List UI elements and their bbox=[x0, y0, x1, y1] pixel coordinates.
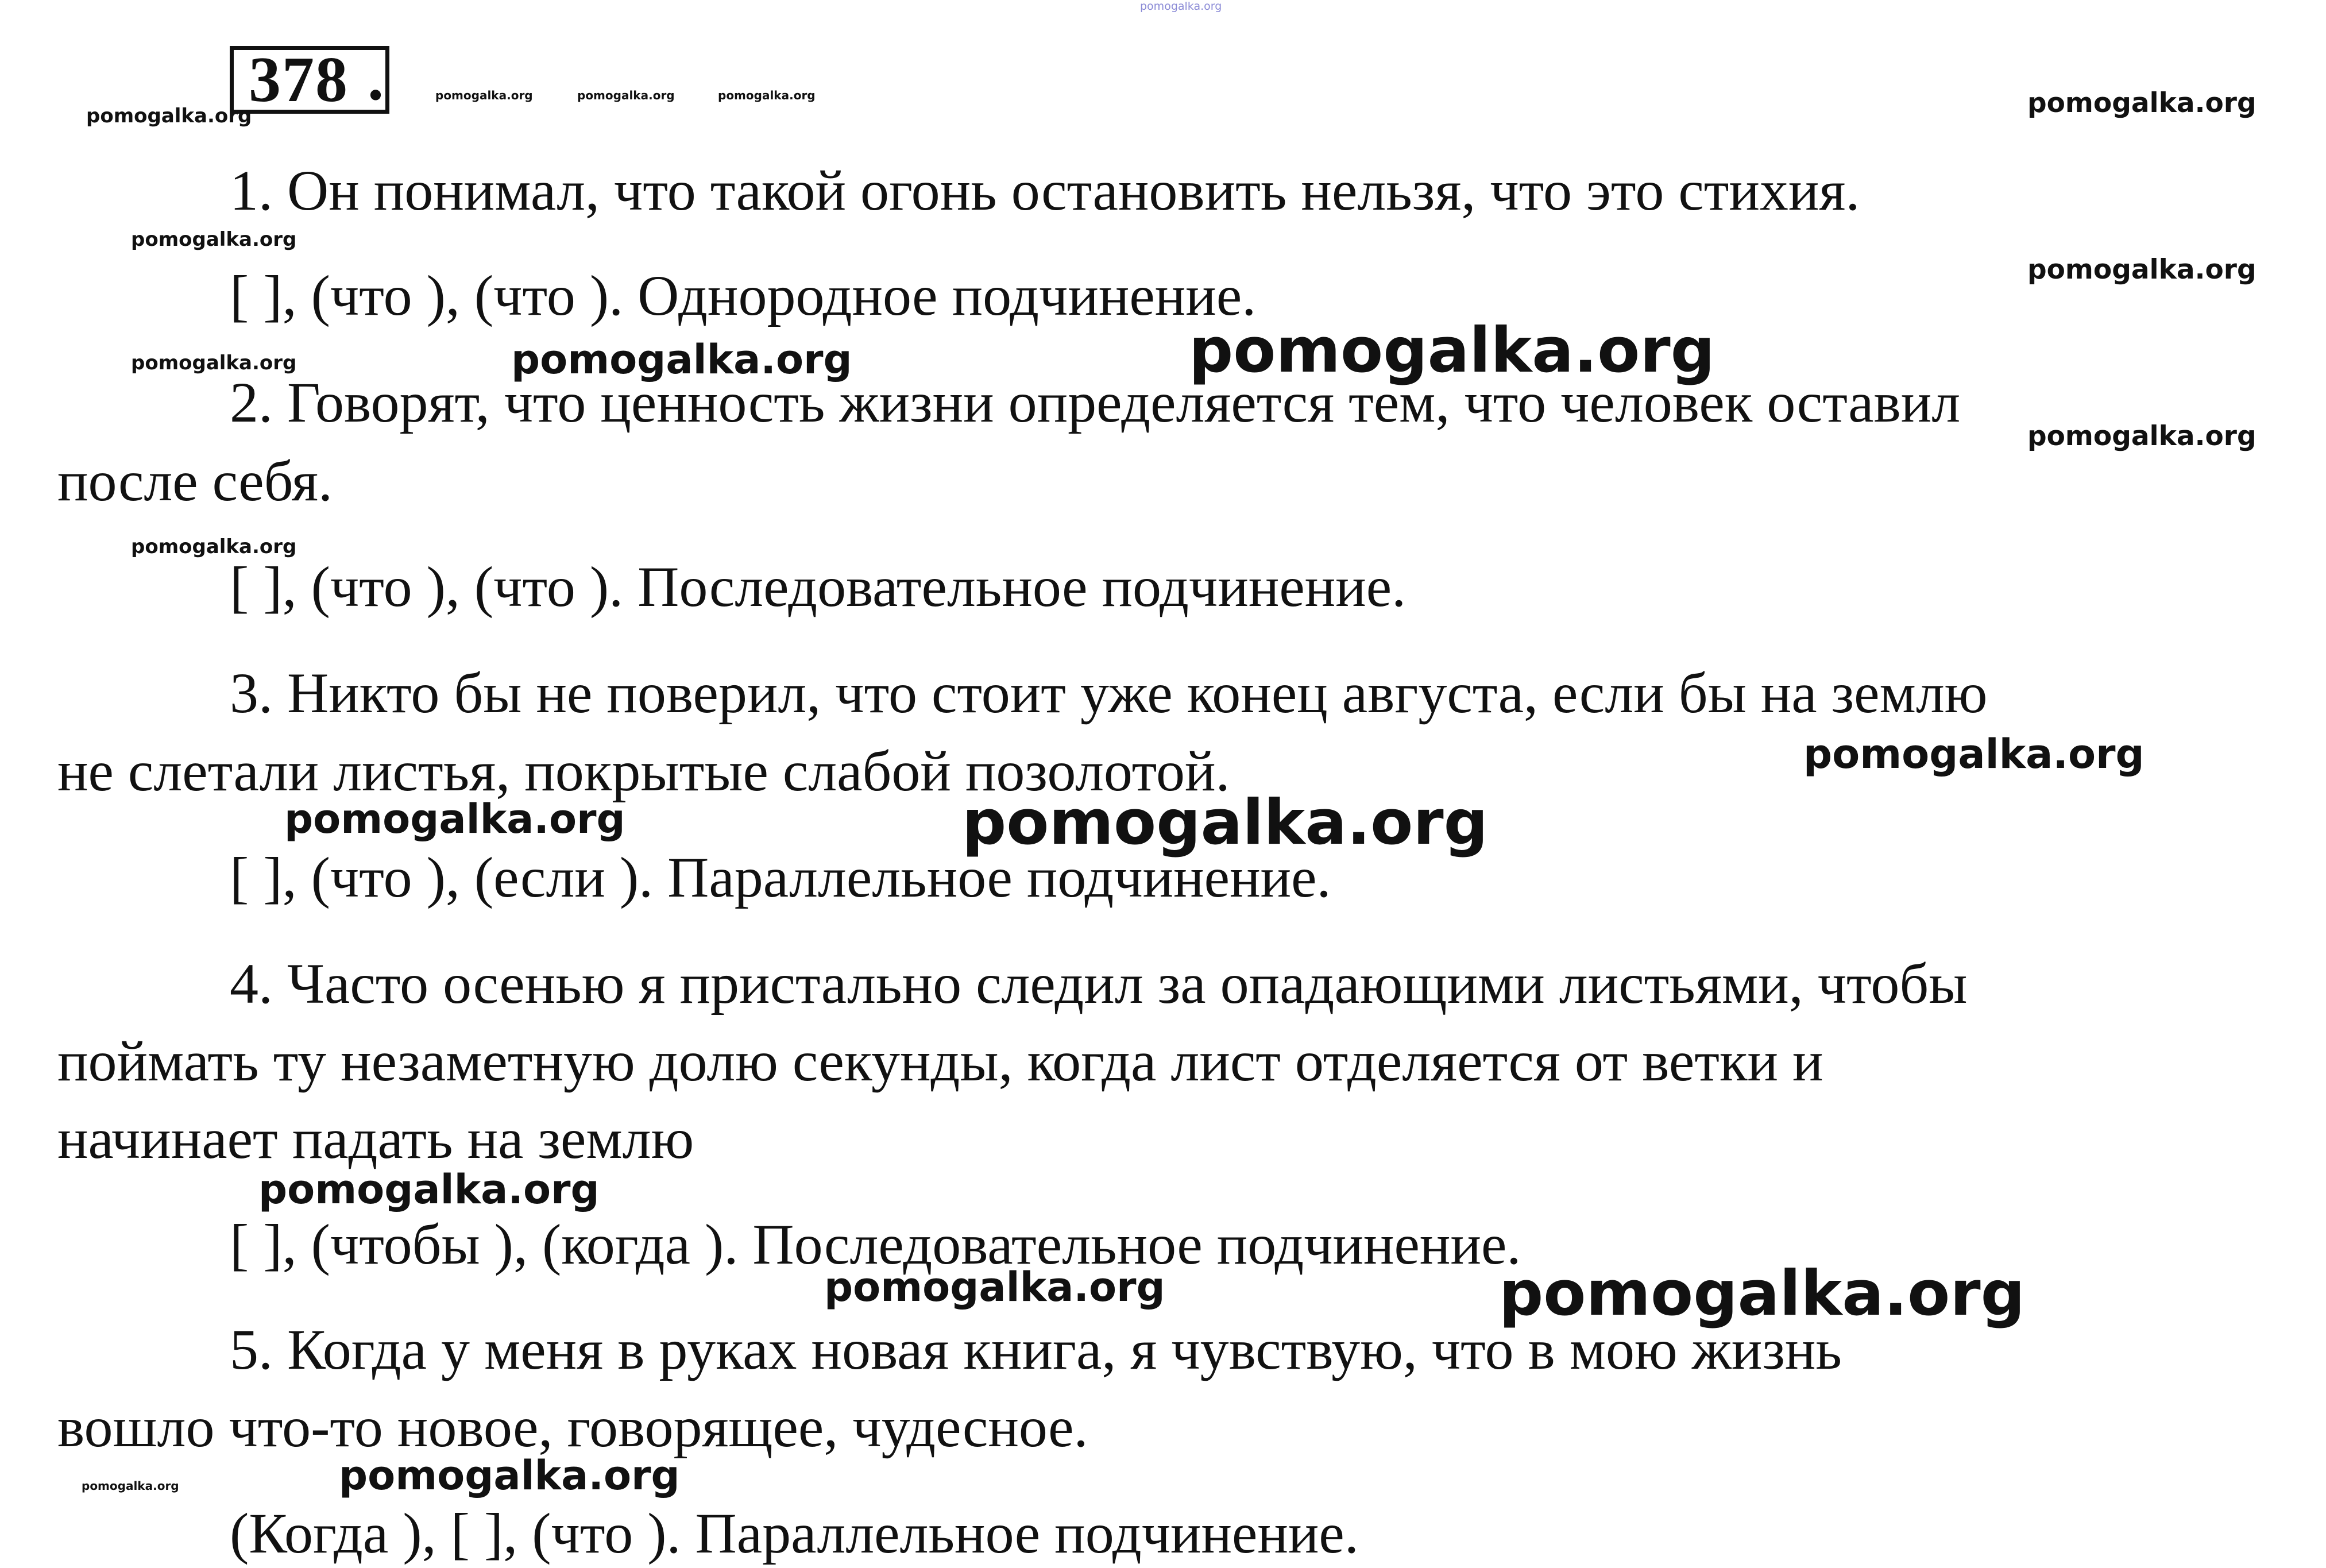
watermark: pomogalka.org bbox=[131, 228, 297, 251]
sentence-2-line-1: 2. Говорят, что ценность жизни определяется тем, что человек оставил bbox=[230, 370, 1961, 434]
sentence-3-line-1: 3. Никто бы не поверил, что стоит уже конец августа, если бы на землю bbox=[230, 661, 1988, 725]
watermark: pomogalka.org bbox=[511, 336, 852, 383]
exercise-number-dot: . bbox=[368, 43, 384, 114]
watermark: pomogalka.org bbox=[2027, 254, 2257, 285]
watermark-large: pomogalka.org bbox=[1499, 1258, 2025, 1330]
watermark: pomogalka.org bbox=[131, 535, 297, 558]
exercise-number: 378 bbox=[230, 46, 389, 114]
scheme-4: [ ], (чтобы ), (когда ). Последовательное подчинение. bbox=[230, 1212, 1521, 1276]
watermark-large: pomogalka.org bbox=[962, 787, 1488, 859]
watermark: pomogalka.org bbox=[131, 352, 297, 374]
sentence-2-line-2: после себя. bbox=[57, 449, 333, 513]
sentence-1: 1. Он понимал, что такой огонь остановить нельзя, что это стихия. bbox=[230, 159, 1860, 222]
sentence-5-line-1: 5. Когда у меня в руках новая книга, я чувствую, что в мою жизнь bbox=[230, 1318, 1842, 1381]
scheme-3: [ ], (что ), (если ). Параллельное подчинение. bbox=[230, 845, 1331, 909]
scheme-1: [ ], (что ), (что ). Однородное подчинение. bbox=[230, 264, 1257, 327]
watermark-large: pomogalka.org bbox=[1189, 315, 1715, 387]
watermark: pomogalka.org bbox=[2027, 420, 2257, 452]
watermark: pomogalka.org bbox=[258, 1166, 600, 1213]
sentence-4-line-2: поймать ту незаметную долю секунды, когда лист отделяется от ветки и bbox=[57, 1029, 1823, 1093]
watermark: pomogalka.org bbox=[339, 1452, 680, 1499]
sentence-4-line-1: 4. Часто осенью я пристально следил за опадающими листьями, чтобы bbox=[230, 952, 1968, 1015]
watermark-small: pomogalka.org bbox=[577, 88, 675, 102]
watermark-small: pomogalka.org bbox=[718, 88, 816, 102]
watermark: pomogalka.org bbox=[824, 1264, 1165, 1311]
scheme-5: (Когда ), [ ], (что ). Параллельное подчинение. bbox=[230, 1501, 1359, 1565]
watermark: pomogalka.org bbox=[1803, 731, 2145, 778]
scheme-2: [ ], (что ), (что ). Последовательное подчинение. bbox=[230, 555, 1407, 619]
watermark-small: pomogalka.org bbox=[82, 1479, 179, 1493]
watermark: pomogalka.org bbox=[2027, 87, 2257, 119]
sentence-4-line-3: начинает падать на землю bbox=[57, 1107, 694, 1171]
watermark: pomogalka.org bbox=[284, 795, 625, 843]
watermark-small: pomogalka.org bbox=[435, 88, 533, 102]
watermark-top: pomogalka.org bbox=[1140, 0, 1222, 13]
watermark: pomogalka.org bbox=[86, 105, 252, 128]
sentence-3-line-2: не слетали листья, покрытые слабой позолотой. bbox=[57, 739, 1230, 803]
sentence-5-line-2: вошло что-то новое, говорящее, чудесное. bbox=[57, 1395, 1088, 1459]
